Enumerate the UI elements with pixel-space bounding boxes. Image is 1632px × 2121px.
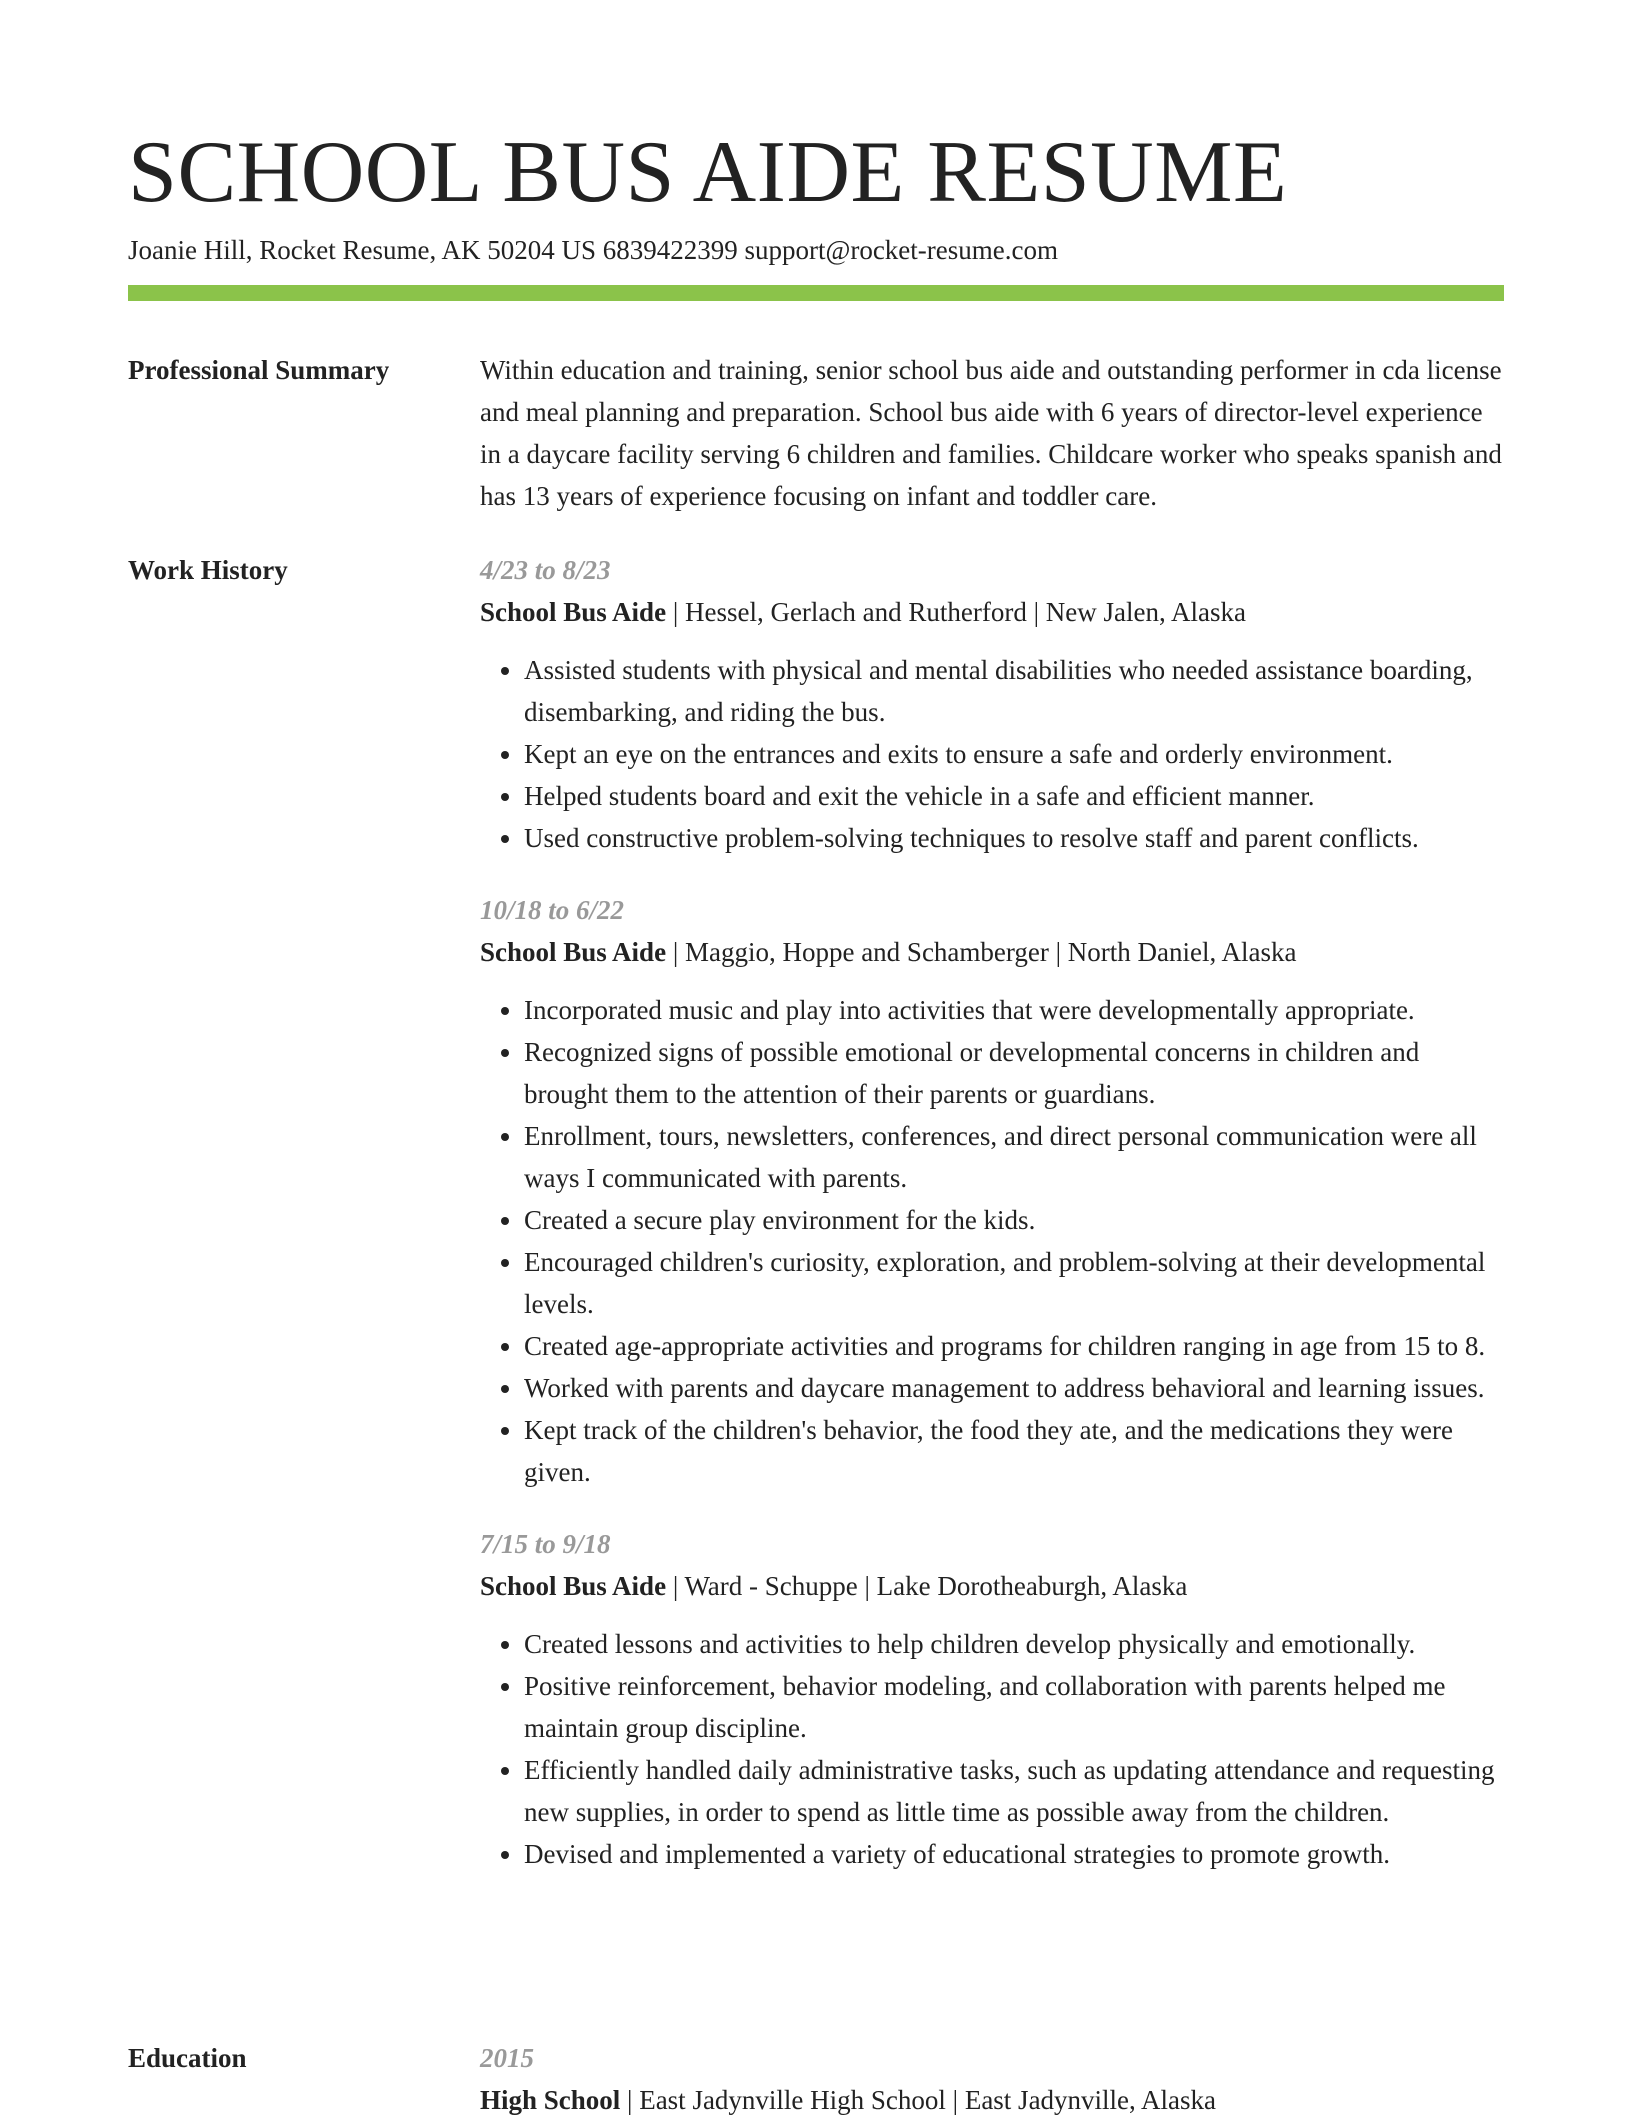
section-label-summary: Professional Summary bbox=[128, 355, 390, 385]
job-duty: • Positive reinforcement, behavior modeling, and collaboration with parents helped me maintain group discipline. bbox=[524, 1665, 1504, 1749]
job-dates: 4/23 to 8/23 bbox=[480, 555, 611, 585]
job-employer-location: | Hessel, Gerlach and Rutherford | New Jalen, Alaska bbox=[666, 597, 1246, 627]
job-employer-location: | Ward - Schuppe | Lake Dorotheaburgh, Alaska bbox=[666, 1571, 1188, 1601]
job-duty: • Kept track of the children's behavior, the food they ate, and the medications they were given. bbox=[524, 1409, 1504, 1493]
contact-line: Joanie Hill, Rocket Resume, AK 50204 US 6839422399 support@rocket-resume.com bbox=[128, 235, 1058, 265]
education-section bbox=[480, 2037, 1504, 2121]
job-heading bbox=[480, 1565, 1504, 1607]
resume-title: SCHOOL BUS AIDE RESUME bbox=[128, 124, 1288, 221]
job-title: School Bus Aide bbox=[480, 1571, 667, 1601]
job-entry bbox=[480, 889, 1504, 1493]
education-year: 2015 bbox=[480, 2043, 534, 2073]
job-entry bbox=[480, 549, 1504, 859]
job-heading bbox=[480, 591, 1504, 633]
job-duty: • Enrollment, tours, newsletters, conferences, and direct personal communication were all ways I communicated with parents. bbox=[524, 1115, 1504, 1199]
job-duties-list bbox=[480, 1623, 1504, 1875]
job-duty: • Helped students board and exit the vehicle in a safe and efficient manner. bbox=[524, 775, 1504, 817]
job-title: School Bus Aide bbox=[480, 937, 667, 967]
education-school-location: | East Jadynville High School | East Jadynville, Alaska bbox=[620, 2085, 1217, 2115]
job-dates: 7/15 to 9/18 bbox=[480, 1529, 611, 1559]
section-label-work-history: Work History bbox=[128, 555, 288, 585]
job-duty: • Used constructive problem-solving techniques to resolve staff and parent conflicts. bbox=[524, 817, 1504, 859]
header-divider bbox=[128, 285, 1504, 301]
job-heading bbox=[480, 931, 1504, 973]
job-title: School Bus Aide bbox=[480, 597, 667, 627]
job-duty: • Recognized signs of possible emotional or developmental concerns in children and brought them to the attention of their parents or guardians. bbox=[524, 1031, 1504, 1115]
job-duties-list bbox=[480, 649, 1504, 859]
job-duty: • Created age-appropriate activities and programs for children ranging in age from 15 to 8. bbox=[524, 1325, 1504, 1367]
work-history-section bbox=[480, 549, 1504, 1905]
job-duty: • Devised and implemented a variety of educational strategies to promote growth. bbox=[524, 1833, 1504, 1875]
job-duty: • Efficiently handled daily administrative tasks, such as updating attendance and requesting new supplies, in order to spend as little time as possible away from the children. bbox=[524, 1749, 1504, 1833]
summary-section bbox=[480, 349, 1504, 517]
section-label-education: Education bbox=[128, 2043, 247, 2073]
job-entry bbox=[480, 1523, 1504, 1875]
job-duty: • Kept an eye on the entrances and exits to ensure a safe and orderly environment. bbox=[524, 733, 1504, 775]
job-duty: • Worked with parents and daycare management to address behavioral and learning issues. bbox=[524, 1367, 1504, 1409]
job-employer-location: | Maggio, Hoppe and Schamberger | North Daniel, Alaska bbox=[666, 937, 1297, 967]
job-duty: • Created a secure play environment for the kids. bbox=[524, 1199, 1504, 1241]
education-degree: High School bbox=[480, 2085, 621, 2115]
job-duty: • Incorporated music and play into activities that were developmentally appropriate. bbox=[524, 989, 1504, 1031]
job-dates: 10/18 to 6/22 bbox=[480, 895, 625, 925]
job-duty: • Assisted students with physical and mental disabilities who needed assistance boarding, disembarking, and riding the bus. bbox=[524, 649, 1504, 733]
job-duties-list bbox=[480, 989, 1504, 1493]
summary-text: Within education and training, senior school bus aide and outstanding performer in cda license and meal planning and preparation. School bus aide with 6 years of director-level experience in a daycare facility serving 6 children and families. Childcare worker who speaks spanish and has 13 years of experience focusing on infant and toddler care. bbox=[480, 355, 1502, 511]
job-duty: • Encouraged children's curiosity, exploration, and problem-solving at their developmental levels. bbox=[524, 1241, 1504, 1325]
education-heading bbox=[480, 2079, 1504, 2121]
job-duty: • Created lessons and activities to help children develop physically and emotionally. bbox=[524, 1623, 1504, 1665]
